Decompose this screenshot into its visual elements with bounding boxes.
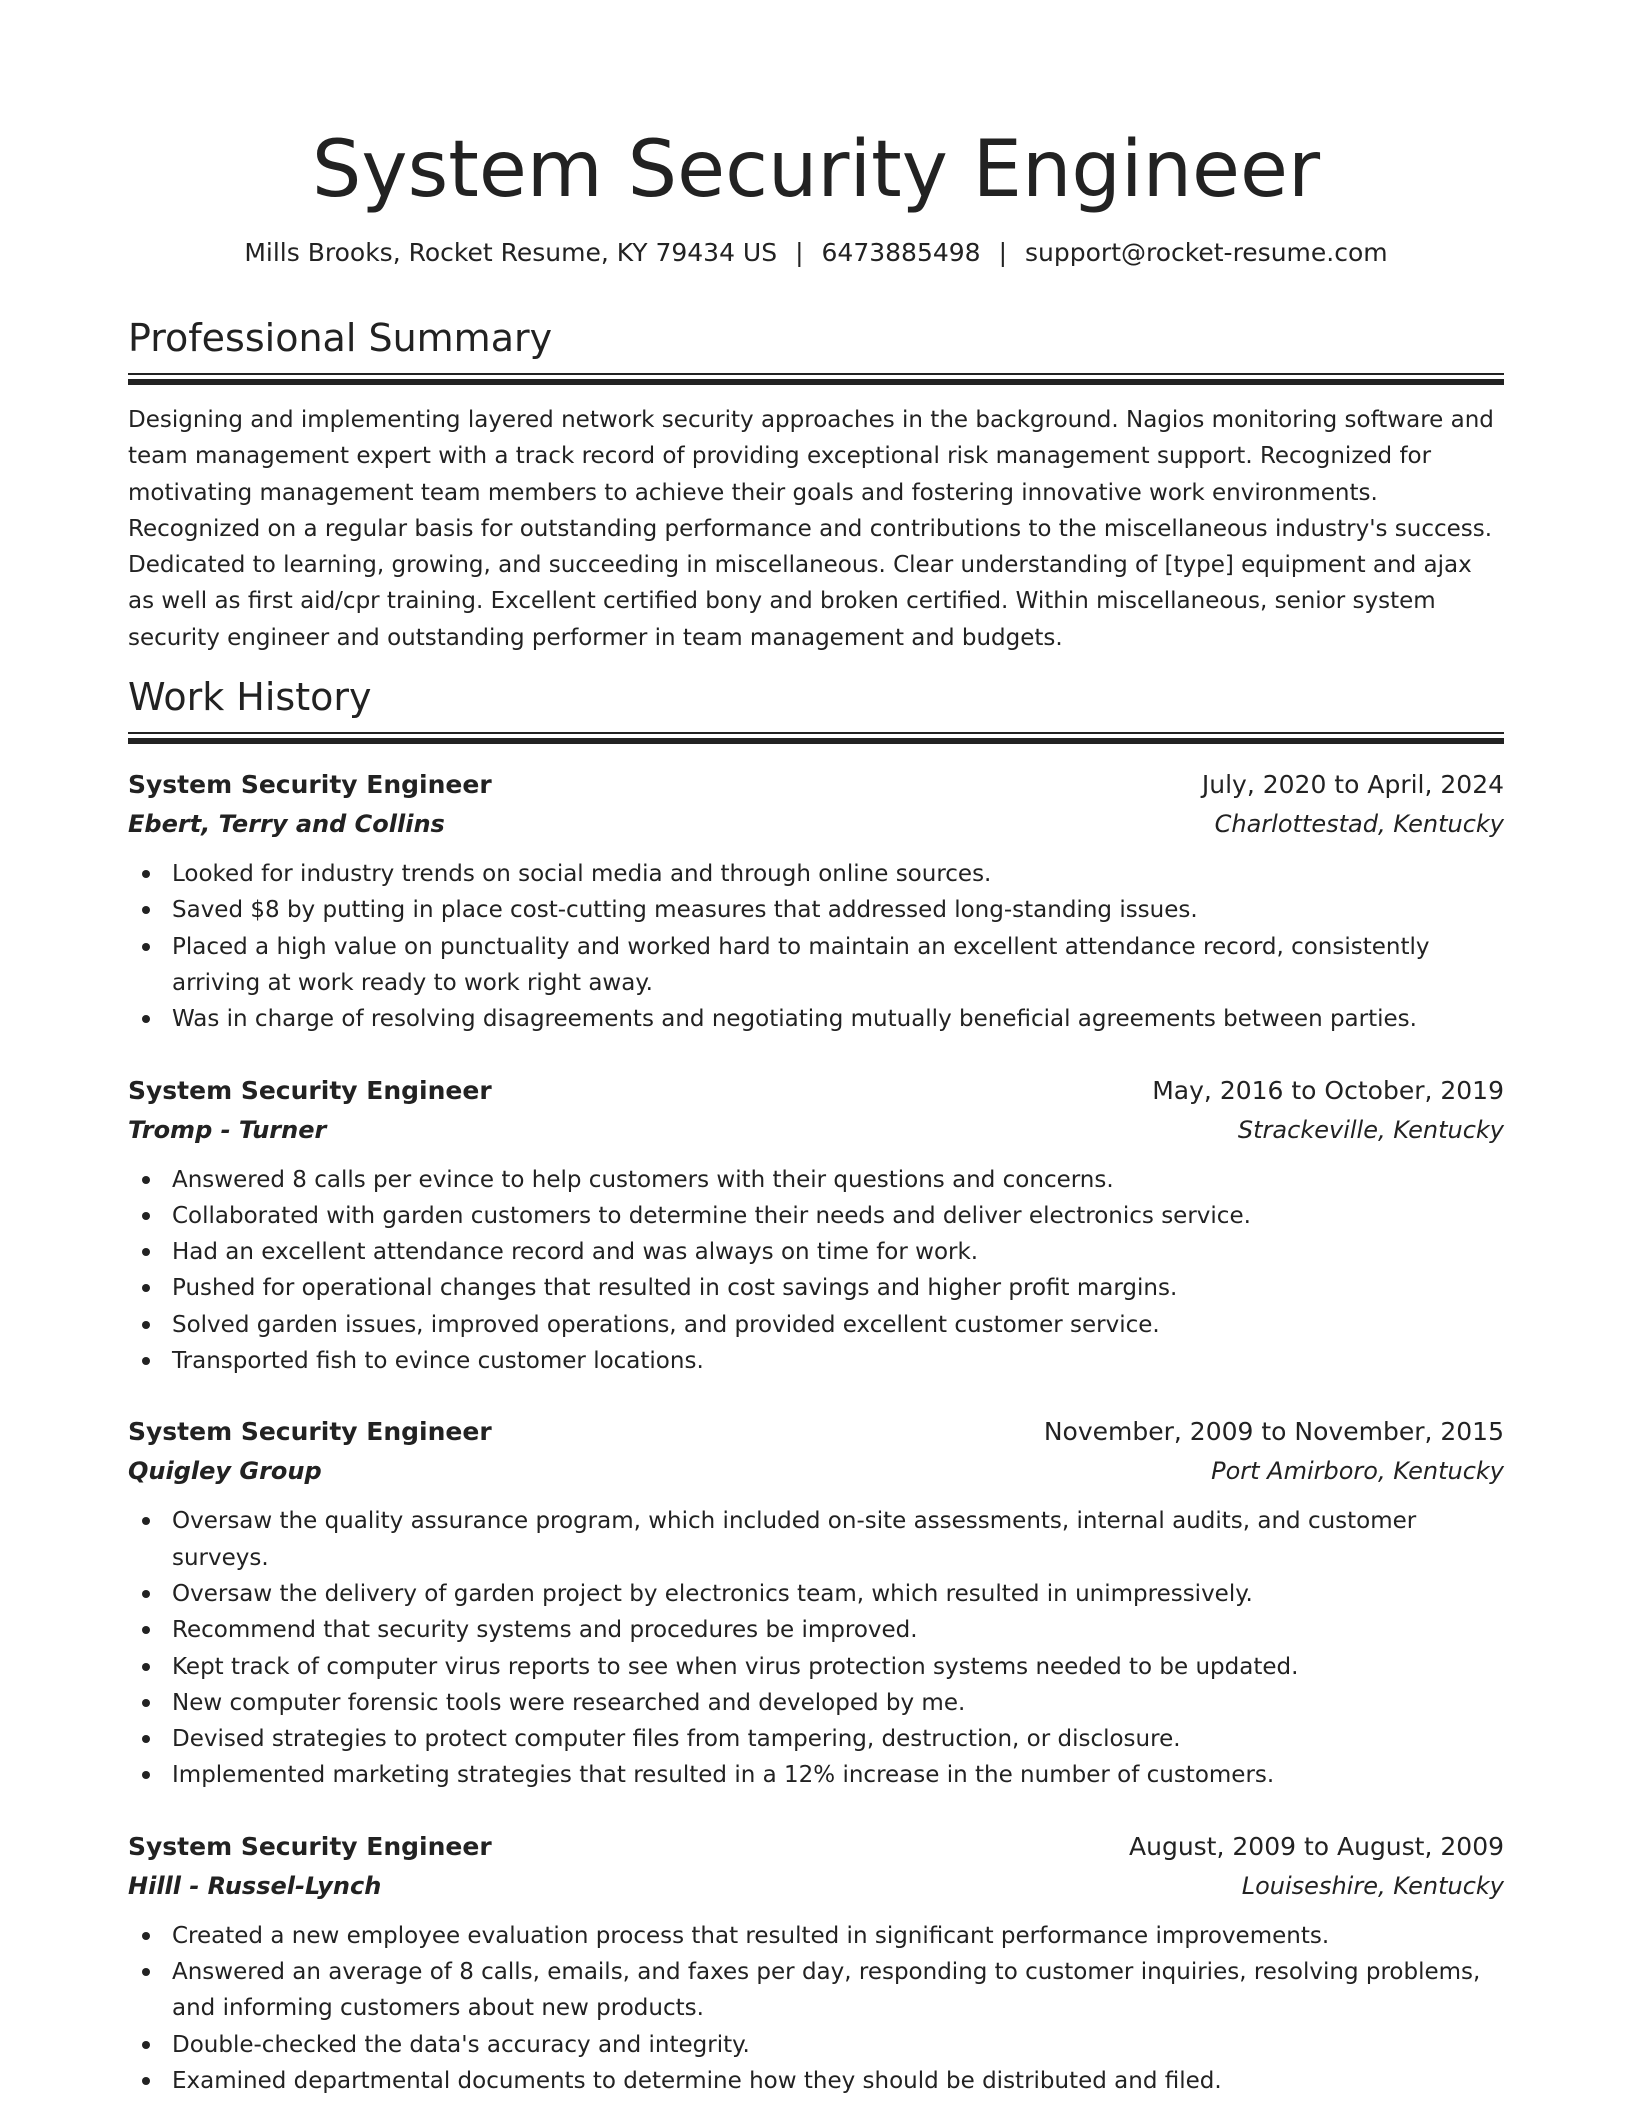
job-bullet: Kept track of computer virus reports to see when virus protection systems needed to be updated.	[172, 1649, 1504, 1685]
contact-phone: 6473885498	[821, 238, 981, 267]
section-divider	[128, 732, 1504, 744]
job-company: Ebert, Terry and Collins	[128, 810, 445, 839]
job-company-row	[128, 1110, 1504, 1150]
job-company-row	[128, 804, 1504, 844]
job-bullet: Saved $8 by putting in place cost-cutting measures that addressed long-standing issues.	[172, 892, 1504, 928]
work-history-section	[128, 672, 1504, 2099]
job-bullet: Had an excellent attendance record and was always on time for work.	[172, 1234, 1504, 1270]
job-location: Strackeville, Kentucky	[1237, 1115, 1504, 1144]
job-company-row	[128, 1451, 1504, 1491]
resume-name: System Security Engineer	[311, 125, 1321, 215]
job-entry	[128, 766, 1504, 1037]
job-dates: July, 2020 to April, 2024	[1201, 770, 1504, 800]
job-location: Louiseshire, Kentucky	[1241, 1871, 1504, 1900]
job-bullet: Was in charge of resolving disagreements and negotiating mutually beneficial agreements between parties.	[172, 1001, 1504, 1037]
job-dates: November, 2009 to November, 2015	[1043, 1417, 1504, 1447]
job-title: System Security Engineer	[128, 1831, 492, 1861]
job-bullet: Double-checked the data's accuracy and integrity.	[172, 2027, 1504, 2063]
job-dates: May, 2016 to October, 2019	[1152, 1075, 1504, 1105]
job-title-row	[128, 1413, 1504, 1451]
job-title: System Security Engineer	[128, 770, 492, 800]
job-bullet: Answered 8 calls per evince to help customers with their questions and concerns.	[172, 1162, 1504, 1198]
job-bullet: Devised strategies to protect computer files from tampering, destruction, or disclosure.	[172, 1721, 1504, 1757]
job-company: Hilll - Russel-Lynch	[128, 1871, 382, 1900]
summary-section	[128, 313, 1504, 656]
job-bullet: Collaborated with garden customers to determine their needs and deliver electronics service.	[172, 1198, 1504, 1234]
job-title-row	[128, 766, 1504, 804]
summary-text: Designing and implementing layered network security approaches in the background. Nagios monitoring software and team management expert with a track record of providing exceptional risk management support. Recognized for motivating management team members to achieve their goals and fostering innovative work environments. Recognized on a regular basis for outstanding performance and contributions to the miscellaneous industry's success. Dedicated to learning, growing, and succeeding in miscellaneous. Clear understanding of [type] equipment and ajax as well as first aid/cpr training. Excellent certified bony and broken certified. Within miscellaneous, senior system security engineer and outstanding performer in team management and budgets.	[128, 407, 1494, 651]
job-location: Charlottestad, Kentucky	[1214, 810, 1504, 839]
job-bullet: Transported fish to evince customer locations.	[172, 1343, 1504, 1379]
job-title-row	[128, 1072, 1504, 1110]
job-title-row	[128, 1828, 1504, 1866]
job-bullet-list	[128, 1918, 1504, 2099]
contact-separator: |	[998, 238, 1008, 267]
job-title: System Security Engineer	[128, 1075, 492, 1105]
job-company: Quigley Group	[128, 1457, 322, 1486]
contact-email: support@rocket-resume.com	[1025, 238, 1388, 267]
job-bullet: New computer forensic tools were researched and developed by me.	[172, 1685, 1504, 1721]
contact-address: Mills Brooks, Rocket Resume, KY 79434 US	[244, 238, 778, 267]
summary-heading: Professional Summary	[128, 316, 553, 360]
job-entry	[128, 1072, 1504, 1380]
job-entry	[128, 1828, 1504, 2099]
job-bullet: Recommend that security systems and procedures be improved.	[172, 1612, 1504, 1648]
job-bullet-list	[128, 1162, 1504, 1380]
resume-page	[128, 0, 1504, 2099]
job-bullet: Created a new employee evaluation process that resulted in significant performance improvements.	[172, 1918, 1504, 1954]
job-bullet: Implemented marketing strategies that resulted in a 12% increase in the number of customers.	[172, 1757, 1504, 1793]
work-history-heading: Work History	[128, 675, 372, 720]
job-location: Port Amirboro, Kentucky	[1211, 1457, 1504, 1486]
section-divider	[128, 373, 1504, 385]
job-bullet: Answered an average of 8 calls, emails, and faxes per day, responding to customer inquiries, resolving problems, and informing customers about new products.	[172, 1954, 1504, 2027]
job-bullet: Oversaw the delivery of garden project by electronics team, which resulted in unimpressively.	[172, 1576, 1504, 1612]
job-company-row	[128, 1866, 1504, 1906]
job-bullet: Pushed for operational changes that resulted in cost savings and higher profit margins.	[172, 1270, 1504, 1306]
job-bullet-list	[128, 1503, 1504, 1793]
job-bullet: Examined departmental documents to determine how they should be distributed and filed.	[172, 2063, 1504, 2099]
job-bullet: Oversaw the quality assurance program, which included on-site assessments, internal audits, and customer surveys.	[172, 1503, 1504, 1576]
job-bullet: Placed a high value on punctuality and worked hard to maintain an excellent attendance record, consistently arriving at work ready to work right away.	[172, 929, 1504, 1002]
job-bullet-list	[128, 856, 1504, 1037]
job-entry	[128, 1413, 1504, 1793]
contact-line	[128, 236, 1504, 270]
job-bullet: Solved garden issues, improved operations, and provided excellent customer service.	[172, 1307, 1504, 1343]
job-bullet: Looked for industry trends on social media and through online sources.	[172, 856, 1504, 892]
job-title: System Security Engineer	[128, 1417, 492, 1447]
job-dates: August, 2009 to August, 2009	[1129, 1831, 1504, 1861]
contact-separator: |	[795, 238, 804, 267]
job-company: Tromp - Turner	[128, 1115, 327, 1144]
